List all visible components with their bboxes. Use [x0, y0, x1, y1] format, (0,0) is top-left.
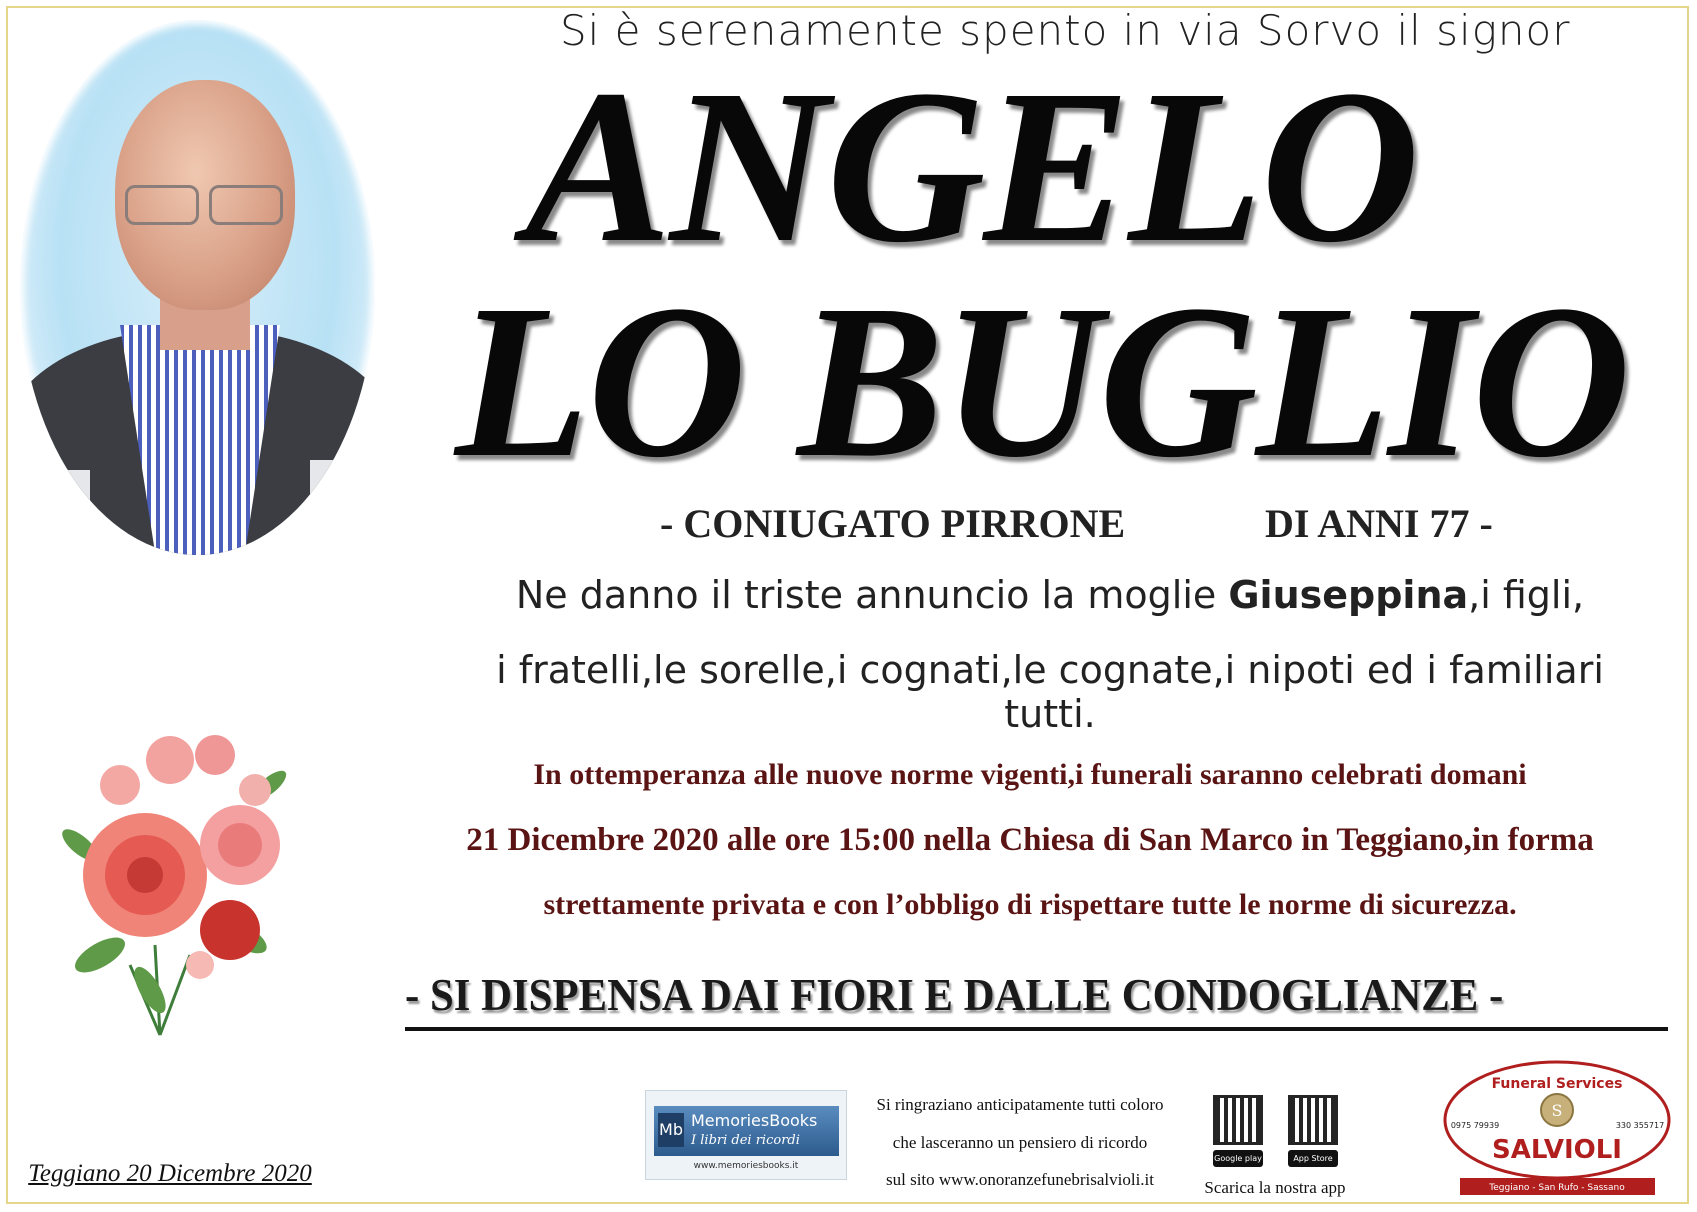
- svg-text:Teggiano - San Rufo - Sassano: Teggiano - San Rufo - Sassano: [1489, 1183, 1625, 1193]
- svg-text:330 355717: 330 355717: [1615, 1121, 1665, 1130]
- thanks-line-3: sul sito www.onoranzefunebrisalvioli.it: [885, 1170, 1154, 1189]
- announcement-line-2: i fratelli,le sorelle,i cognati,le cognate,i nipoti ed i familiari tutti.: [496, 648, 1604, 736]
- google-play-badge: Google play: [1213, 1150, 1263, 1167]
- thanks-line-1: Si ringraziano anticipatamente tutti coloro: [876, 1095, 1164, 1114]
- funeral-line-3: strettamente privata e con l’obbligo di rispettare tutte le norme di sicurezza.: [543, 888, 1517, 921]
- funeral-line-2: 21 Dicembre 2020 alle ore 15:00 nella Chiesa di San Marco in Teggiano,in forma: [466, 822, 1594, 858]
- svg-text:SALVIOLI: SALVIOLI: [1492, 1135, 1622, 1165]
- svg-text:0975 79939: 0975 79939: [1450, 1121, 1500, 1130]
- funeral-line-1: In ottemperanza alle nuove norme vigenti,i funerali saranno celebrati domani: [533, 758, 1527, 791]
- app-download-text: Scarica la nostra app: [1204, 1178, 1346, 1197]
- first-name: ANGELO: [525, 44, 1418, 288]
- place-date: Teggiano 20 Dicembre 2020: [28, 1160, 312, 1187]
- qr-code-ios: [1288, 1095, 1338, 1145]
- intro-line: Si è serenamente spento in via Sorvo il signor: [560, 6, 1571, 55]
- wife-name: Giuseppina: [1228, 573, 1469, 617]
- svg-text:Funeral Services: Funeral Services: [1491, 1076, 1623, 1092]
- app-store-badge: App Store: [1288, 1150, 1338, 1167]
- thanks-line-2: che lasceranno un pensiero di ricordo: [892, 1133, 1148, 1152]
- svg-text:S: S: [1551, 1101, 1563, 1120]
- dispensa-notice: - SI DISPENSA DAI FIORI E DALLE CONDOGLIANZE -: [405, 969, 1504, 1020]
- announcement-line-1: Ne danno il triste annuncio la moglie Giuseppina,i figli,: [515, 573, 1585, 617]
- age: DI ANNI 77 -: [1265, 501, 1493, 546]
- last-name: LO BUGLIO: [455, 259, 1629, 503]
- salvioli-logo: [1440, 1058, 1675, 1198]
- memoriesbooks-logo: Mb MemoriesBooks I libri dei ricordi www.memoriesbooks.it: [645, 1090, 847, 1180]
- rose-bouquet-image: [40, 715, 300, 1045]
- married-name: - CONIUGATO PIRRONE: [660, 501, 1126, 546]
- qr-code-android: [1213, 1095, 1263, 1145]
- divider: [405, 1027, 1668, 1031]
- portrait-photo: [20, 20, 375, 555]
